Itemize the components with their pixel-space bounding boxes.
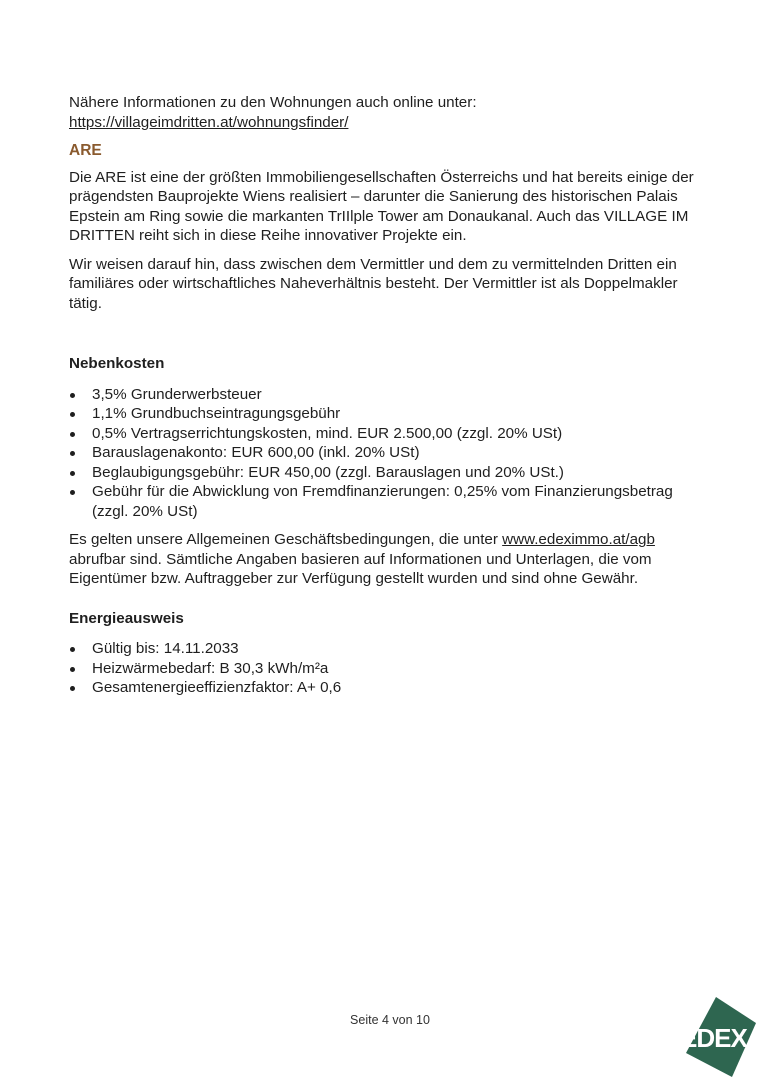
list-item	[69, 463, 699, 483]
intro-text: Nähere Informationen zu den Wohnungen auch online unter:	[69, 94, 477, 111]
list-item	[69, 385, 699, 405]
list-item-text: Gesamtenergieeffizienzfaktor: A+ 0,6	[92, 679, 342, 696]
nebenkosten-list	[69, 385, 699, 522]
edex-logo-icon	[680, 995, 764, 1080]
list-item-text: Heizwärmebedarf: B 30,3 kWh/m²a	[92, 659, 329, 677]
bullet-icon	[70, 686, 75, 691]
list-item-text: 1,1% Grundbuchseintragungsgebühr	[92, 405, 341, 422]
list-item-text: 0,5% Vertragserrichtungskosten, mind. EUR 2.500,00 (zzgl. 20% USt)	[92, 424, 563, 442]
disclosure-paragraph: Wir weisen darauf hin, dass zwischen dem Vermittler und dem zu vermittelnden Dritten ein familiäres oder wirtschaftliches Naheverhältnis besteht. Der Vermittler ist als Doppelmakler tätig.	[69, 255, 678, 312]
bullet-icon	[70, 667, 75, 672]
list-item	[69, 639, 699, 659]
agb-link[interactable]: www.edeximmo.at/agb	[502, 531, 655, 548]
agb-text-before: Es gelten unsere Allgemeinen Geschäftsbedingungen, die unter	[69, 531, 503, 548]
bullet-icon	[70, 471, 75, 476]
document-page	[69, 93, 699, 707]
are-heading: ARE	[69, 142, 102, 159]
bullet-icon	[70, 393, 75, 398]
are-paragraph: Die ARE ist eine der größten Immobiliengesellschaften Österreichs und hat bereits einige der prägendsten Bauprojekte Wiens realisiert – darunter die Sanierung des historischen Palais Epstein am Ring sowie die markanten TrIIlple Tower am Donaukanal. Auch das VILLAGE IM DRITTEN reiht sich in diese Reihe innovativer Projekte ein.	[69, 168, 694, 244]
list-item-text: Gültig bis: 14.11.2033	[92, 640, 239, 657]
intro-paragraph	[69, 93, 699, 132]
page-number: Seite 4 von 10	[350, 1013, 430, 1027]
list-item	[69, 482, 699, 521]
bullet-icon	[70, 451, 75, 456]
list-item-text: Gebühr für die Abwicklung von Fremdfinanzierungen: 0,25% vom Finanzierungsbetrag (zzgl. 20% USt)	[92, 483, 673, 520]
list-item	[69, 659, 699, 679]
list-item-text: 3,5% Grunderwerbsteuer	[92, 385, 262, 403]
bullet-icon	[70, 412, 75, 417]
bullet-icon	[70, 432, 75, 437]
list-item	[69, 424, 699, 444]
list-item	[69, 678, 699, 698]
wohnungsfinder-link[interactable]: https://villageimdritten.at/wohnungsfinder/	[69, 113, 349, 131]
bullet-icon	[70, 490, 75, 495]
edex-logo	[680, 995, 764, 1080]
energieausweis-heading: Energieausweis	[69, 609, 184, 627]
agb-paragraph	[69, 530, 699, 589]
list-item-text: Barauslagenakonto: EUR 600,00 (inkl. 20% USt)	[92, 444, 420, 461]
nebenkosten-heading: Nebenkosten	[69, 355, 165, 372]
bullet-icon	[70, 647, 75, 652]
agb-text-after: abrufbar sind. Sämtliche Angaben basieren auf Informationen und Unterlagen, die vom Eigentümer bzw. Auftraggeber zur Verfügung gestellt wurden und sind ohne Gewähr.	[69, 550, 652, 587]
list-item	[69, 404, 699, 424]
energieausweis-list	[69, 639, 699, 698]
logo-text: EDEX	[680, 1023, 747, 1053]
list-item	[69, 443, 699, 463]
list-item-text: Beglaubigungsgebühr: EUR 450,00 (zzgl. Barauslagen und 20% USt.)	[92, 463, 564, 481]
section-spacer	[69, 322, 699, 354]
